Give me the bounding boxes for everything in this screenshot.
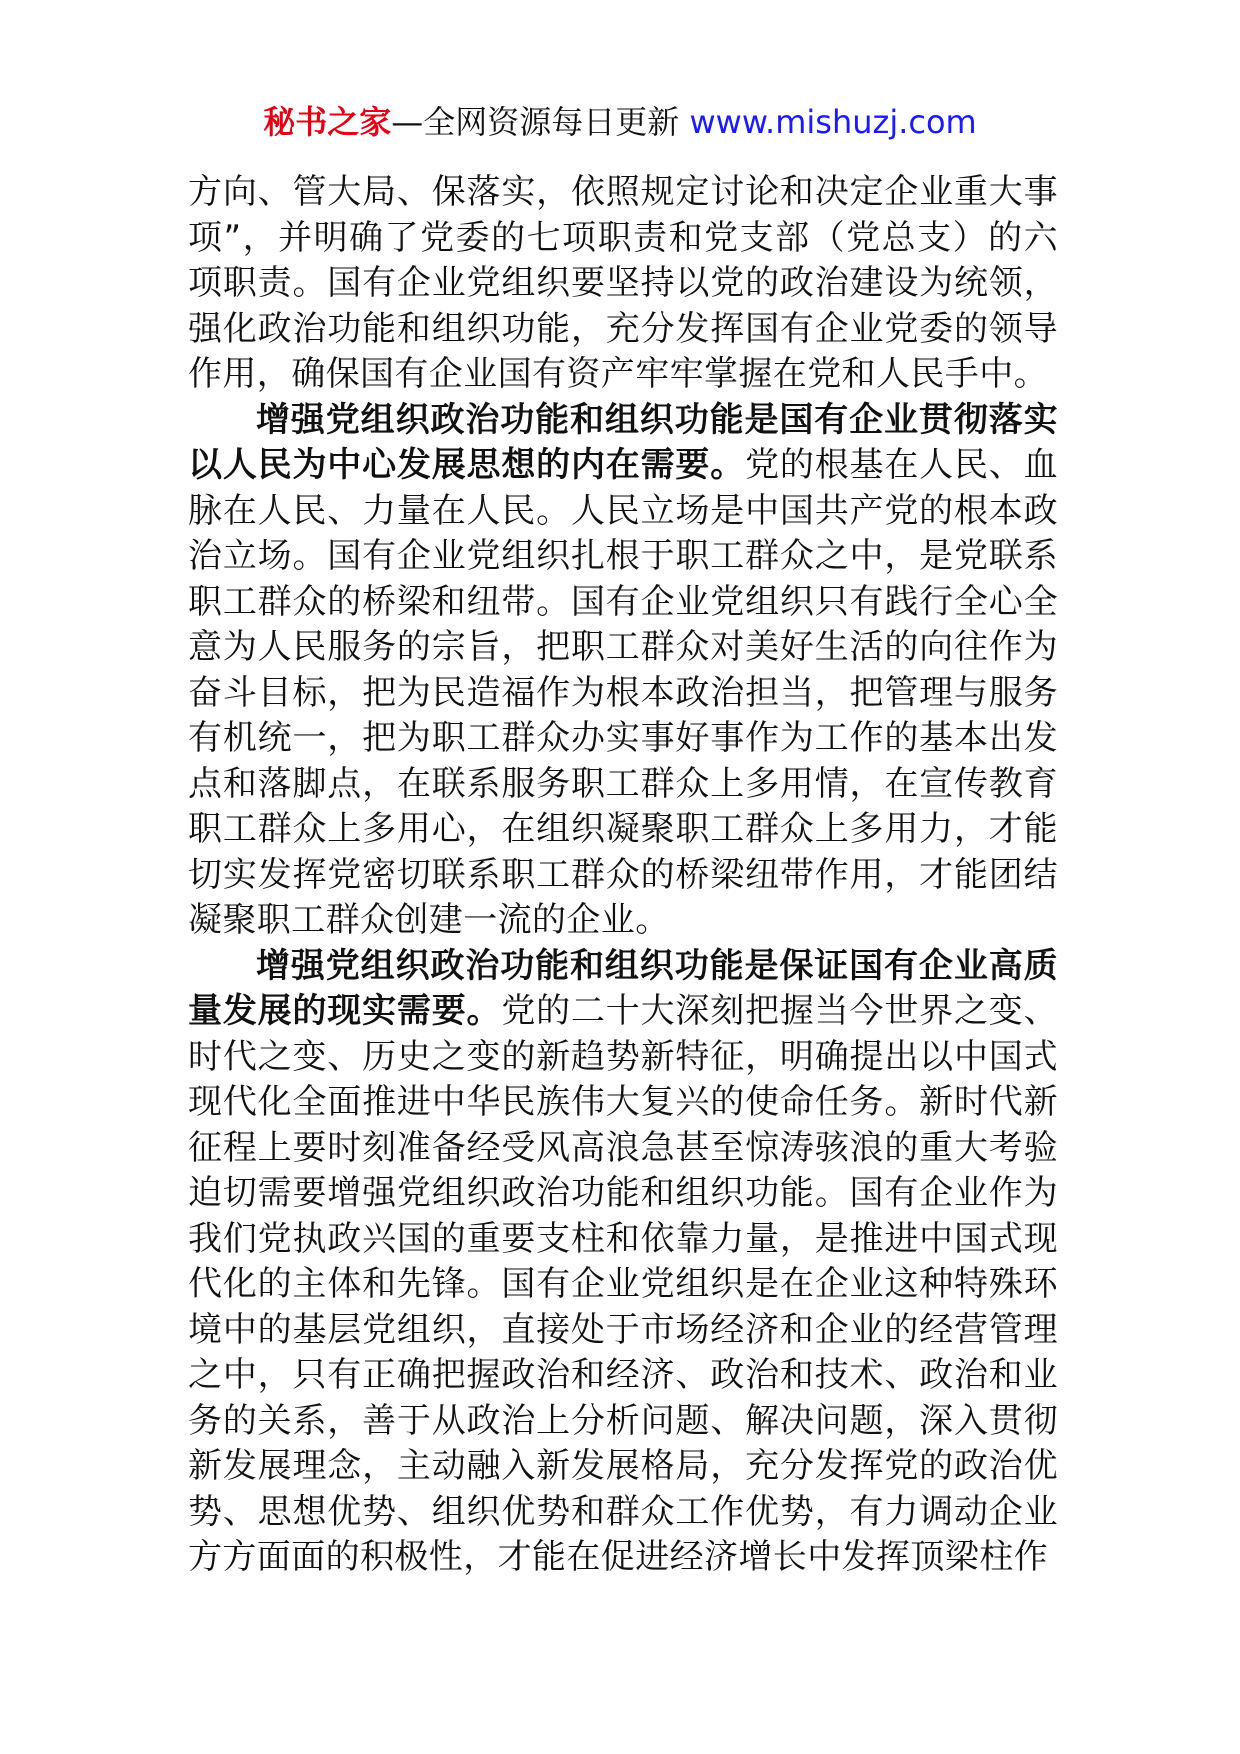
page-header xyxy=(0,100,1240,144)
site-url-link[interactable]: www.mishuzj.com xyxy=(689,103,977,141)
article-body xyxy=(188,170,1058,1581)
paragraph-text: 党的根基在人民、血脉在人民、力量在人民。人民立场是中国共产党的根本政治立场。国有企业党组织扎根于职工群众之中，是党联系职工群众的桥梁和纽带。国有企业党组织只有践行全心全意为人民服务的宗旨，把职工群众对美好生活的向往作为奋斗目标，把为民造福作为根本政治担当，把管理与服务有机统一，把为职工群众办实事好事作为工作的基本出发点和落脚点，在联系服务职工群众上多用情，在宣传教育职工群众上多用心，在组织凝聚职工群众上多用力，才能切实发挥党密切联系职工群众的桥梁纽带作用，才能团结凝聚职工群众创建一流的企业。 xyxy=(188,445,1058,940)
paragraph-text: 方向、管大局、保落实，依照规定讨论和决定企业重大事项”，并明确了党委的七项职责和党支部（党总支）的六项职责。国有企业党组织要坚持以党的政治建设为统领，强化政治功能和组织功能，充分发挥国有企业党委的领导作用，确保国有企业国有资产牢牢掌握在党和人民手中。 xyxy=(188,172,1058,394)
paragraph-continuation xyxy=(188,170,1058,398)
paragraph-high-quality-development xyxy=(188,944,1058,1581)
brand-name: 秘书之家 xyxy=(263,103,392,141)
paragraph-text: 党的二十大深刻把握当今世界之变、时代之变、历史之变的新趋势新特征，明确提出以中国式现代化全面推进中华民族伟大复兴的使命任务。新时代新征程上要时刻准备经受风高浪急甚至惊涛骇浪的重大考验迫切需要增强党组织政治功能和组织功能。国有企业作为我们党执政兴国的重要支柱和依靠力量，是推进中国式现代化的主体和先锋。国有企业党组织是在企业这种特殊环境中的基层党组织，直接处于市场经济和企业的经营管理之中，只有正确把握政治和经济、政治和技术、政治和业务的关系，善于从政治上分析问题、解决问题，深入贯彻新发展理念，主动融入新发展格局，充分发挥党的政治优势、思想优势、组织优势和群众工作优势，有力调动企业方方面面的积极性，才能在促进经济增长中发挥顶梁柱作 xyxy=(188,991,1058,1577)
header-tagline: —全网资源每日更新 xyxy=(391,103,690,141)
paragraph-people-centered xyxy=(188,398,1058,944)
paragraph-lead-heading: 增强党组织政治功能和组织功能是保证国有企业高质量发展的现实需要。 xyxy=(188,945,1058,1031)
paragraph-lead-heading: 增强党组织政治功能和组织功能是国有企业贯彻落实以人民为中心发展思想的内在需要。 xyxy=(188,399,1058,485)
